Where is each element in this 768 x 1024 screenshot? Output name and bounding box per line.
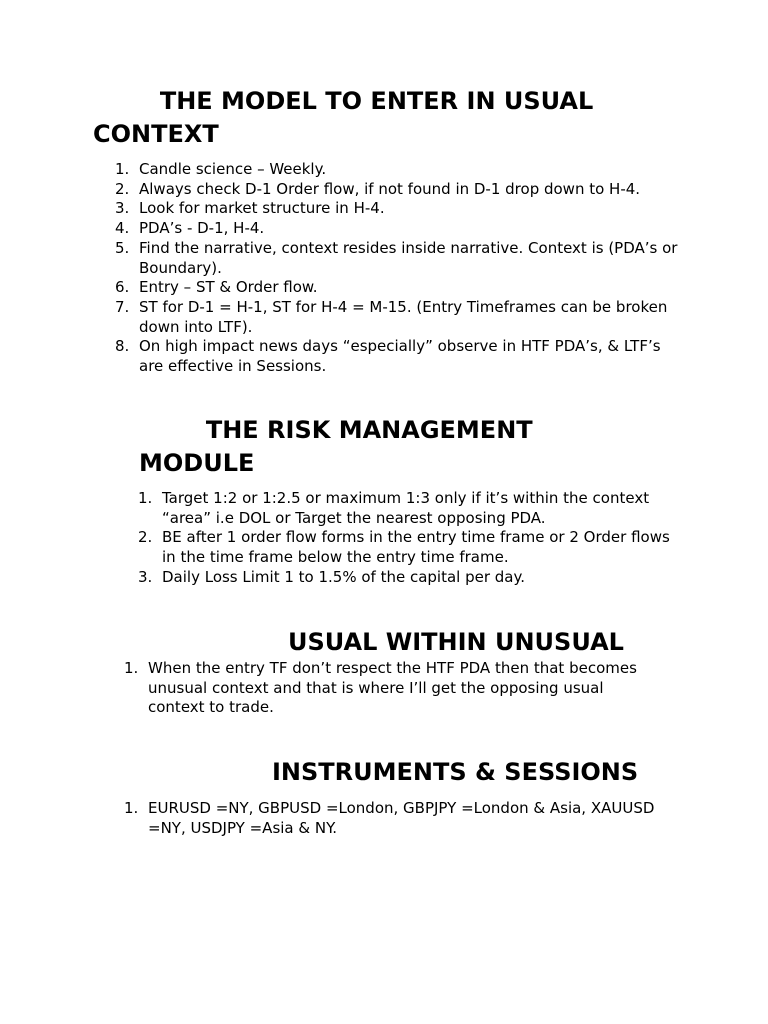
list-item: 1. When the entry TF don’t respect the HTF PDA then that becomes unusual context and that is where I’ll get the opposing usual context to trade. <box>124 659 637 717</box>
list-item: 6. Entry – ST & Order flow. <box>115 278 318 297</box>
entry-model-list <box>115 160 679 377</box>
risk-management-list <box>138 489 677 588</box>
usual-within-unusual-list <box>124 659 663 718</box>
list-item: 1. EURUSD =NY, GBPUSD =London, GBPJPY =London & Asia, XAUUSD =NY, USDJPY =Asia & NY. <box>124 799 655 837</box>
section-heading-instruments-sessions: INSTRUMENTS & SESSIONS <box>272 758 639 786</box>
list-item: 8. On high impact news days “especially” observe in HTF PDA’s, & LTF’s are effective in Sessions. <box>115 337 661 376</box>
instruments-sessions-list <box>124 799 683 838</box>
list-item: 2. BE after 1 order flow forms in the entry time frame or 2 Order flows in the time frame below the entry time frame. <box>138 528 670 567</box>
section-heading-entry-model: THE MODEL TO ENTER IN USUAL CONTEXT <box>93 87 602 148</box>
list-item: 4. PDA’s - D-1, H-4. <box>115 219 265 238</box>
list-item: 1. Candle science – Weekly. <box>115 160 327 178</box>
list-item: 3. Daily Loss Limit 1 to 1.5% of the capital per day. <box>138 567 526 586</box>
section-heading-usual-within-unusual: USUAL WITHIN UNUSUAL <box>288 628 624 656</box>
list-item: 1. Target 1:2 or 1:2.5 or maximum 1:3 only if it’s within the context “area” i.e DOL or Target the nearest opposing PDA. <box>138 489 650 527</box>
list-item: 3. Look for market structure in H-4. <box>115 199 385 218</box>
list-item: 2. Always check D-1 Order flow, if not found in D-1 drop down to H-4. <box>115 179 641 198</box>
section-heading-risk-management: THE RISK MANAGEMENT MODULE <box>139 416 542 477</box>
list-item: 5. Find the narrative, context resides inside narrative. Context is (PDA’s or Boundary). <box>115 238 678 277</box>
list-item: 7. ST for D-1 = H-1, ST for H-4 = M-15. (Entry Timeframes can be broken down into LTF). <box>115 297 668 336</box>
